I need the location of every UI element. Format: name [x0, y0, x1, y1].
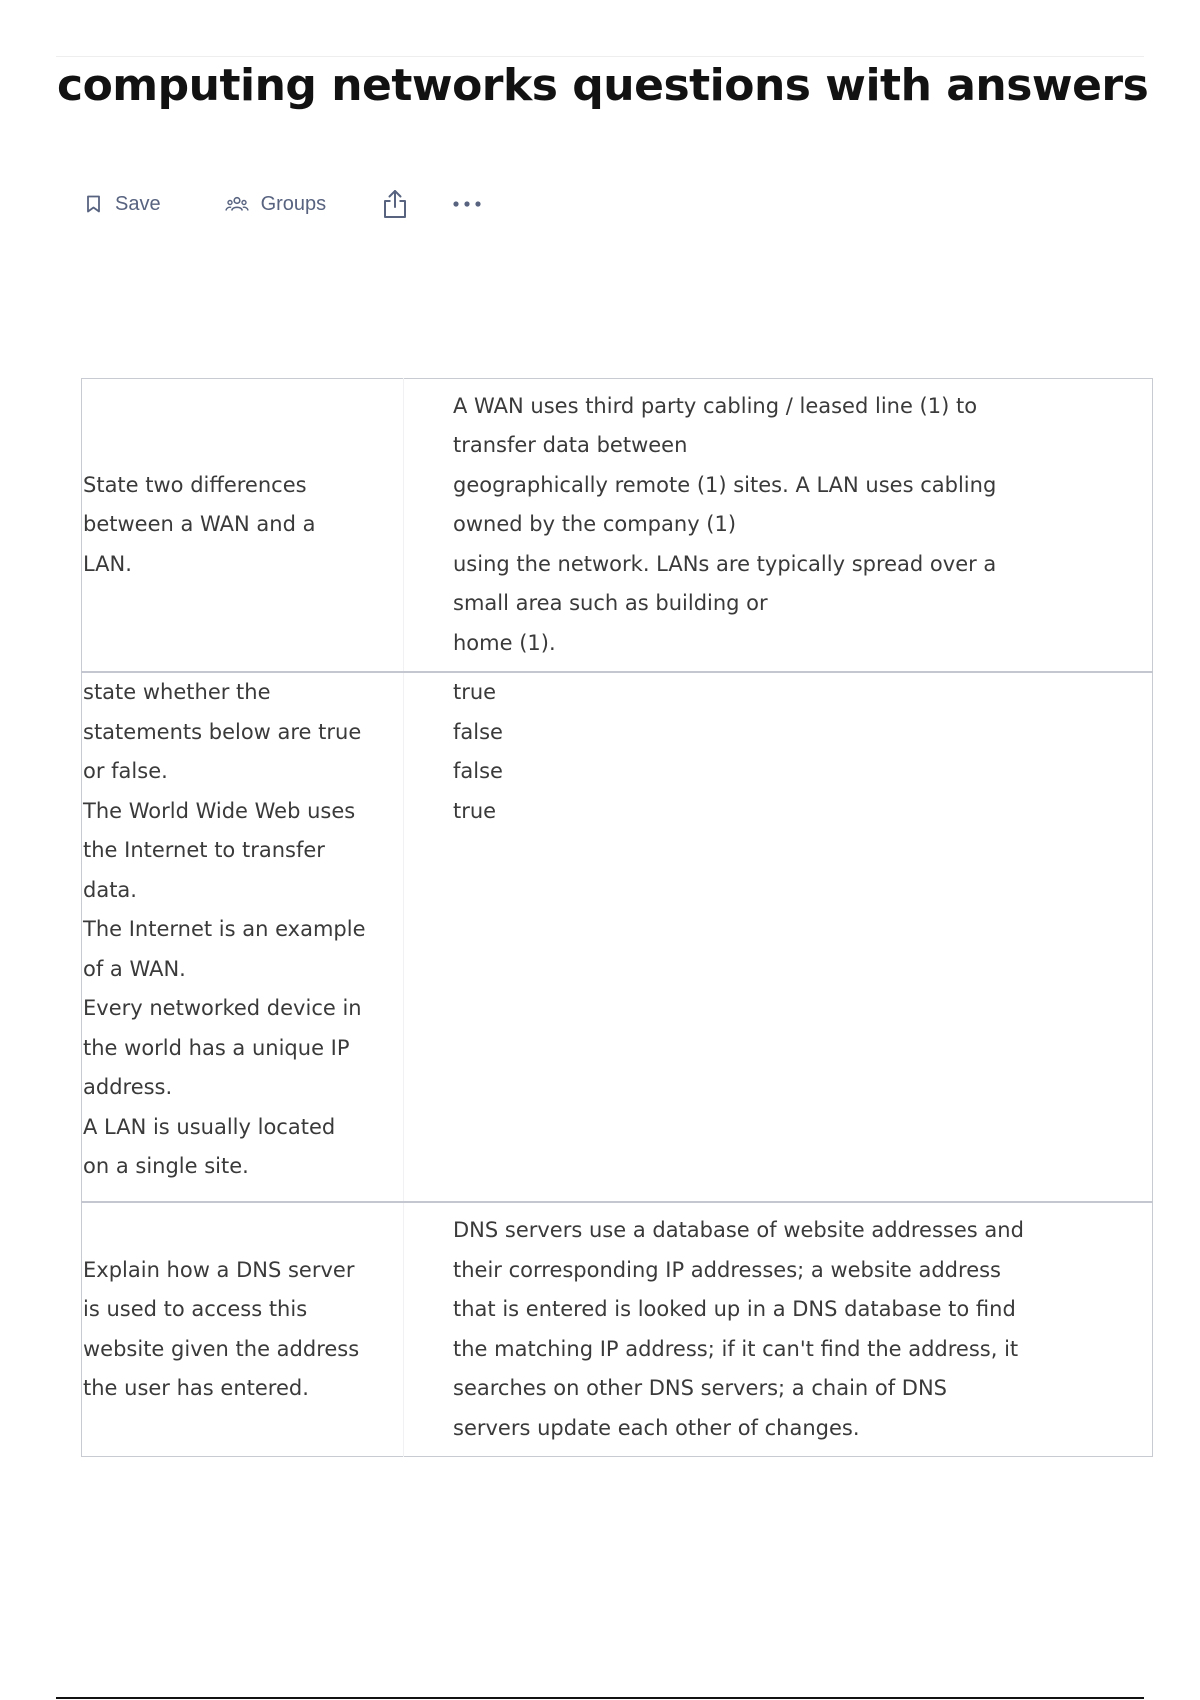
definition-line: false — [453, 759, 503, 783]
top-divider — [56, 56, 1144, 57]
term-line: State two differences — [83, 472, 307, 497]
term-line: A LAN is usually located — [83, 1114, 336, 1139]
definition-line: false — [453, 719, 503, 744]
flashcards-table — [81, 378, 1153, 1457]
share-button[interactable] — [382, 188, 408, 220]
more-options-button[interactable] — [452, 200, 482, 208]
term-line: LAN. — [83, 551, 132, 576]
term-line: The Internet is an example — [83, 917, 366, 941]
term-line: state whether the — [83, 680, 271, 704]
definition-line: the matching IP address; if it can't find the address, it — [453, 1336, 1019, 1361]
term-cell — [82, 1202, 404, 1457]
definition-line: small area such as building or — [453, 591, 768, 616]
definition-line: true — [453, 798, 497, 823]
groups-icon — [225, 196, 249, 212]
term-line: of a WAN. — [83, 956, 186, 981]
term-line: the user has entered. — [83, 1376, 309, 1400]
definition-cell — [404, 1202, 1153, 1457]
definition-line: home (1). — [453, 630, 556, 655]
term-line: is used to access this — [83, 1297, 308, 1321]
bottom-divider — [56, 1697, 1144, 1699]
definition-line: true — [453, 680, 497, 704]
definition-line: that is entered is looked up in a DNS database to find — [453, 1297, 1016, 1321]
flashcard-row — [82, 1202, 1153, 1457]
term-line: on a single site. — [83, 1154, 249, 1178]
definition-cell — [404, 379, 1153, 673]
definition-line: transfer data between — [453, 433, 688, 458]
term-line: The World Wide Web uses — [83, 798, 356, 823]
term-line: Explain how a DNS server — [83, 1257, 355, 1282]
definition-line: DNS servers use a database of website addresses and — [453, 1218, 1024, 1242]
term-line: website given the address — [83, 1336, 360, 1361]
term-line: data. — [83, 877, 137, 902]
page-title: computing networks questions with answers — [57, 60, 1149, 111]
definition-line: servers update each other of changes. — [453, 1415, 860, 1440]
share-icon — [382, 188, 408, 220]
save-button[interactable] — [86, 193, 161, 216]
definition-line: owned by the company (1) — [453, 512, 737, 537]
bookmark-icon — [86, 195, 101, 213]
term-line: statements below are true — [83, 719, 362, 744]
term-line: the Internet to transfer — [83, 838, 325, 862]
flashcard-row — [82, 672, 1153, 1202]
term-line: between a WAN and a — [83, 512, 316, 537]
definition-line: searches on other DNS servers; a chain of DNS — [453, 1376, 948, 1400]
definition-cell — [404, 672, 1153, 1202]
term-line: the world has a unique IP — [83, 1035, 350, 1060]
definition-line: A WAN uses third party cabling / leased line (1) to — [453, 393, 978, 418]
term-line: address. — [83, 1075, 173, 1099]
groups-label: Groups — [260, 192, 327, 215]
set-toolbar — [86, 188, 482, 220]
term-line: or false. — [83, 759, 168, 783]
term-cell — [82, 379, 404, 673]
save-label: Save — [115, 192, 161, 215]
term-line: Every networked device in — [83, 996, 362, 1020]
definition-line: using the network. LANs are typically spread over a — [453, 551, 997, 576]
term-cell — [82, 672, 404, 1202]
definition-line: geographically remote (1) sites. A LAN uses cabling — [453, 472, 997, 497]
more-icon — [452, 200, 482, 208]
definition-line: their corresponding IP addresses; a website address — [453, 1257, 1001, 1282]
groups-button[interactable] — [225, 193, 327, 216]
flashcard-row — [82, 379, 1153, 673]
